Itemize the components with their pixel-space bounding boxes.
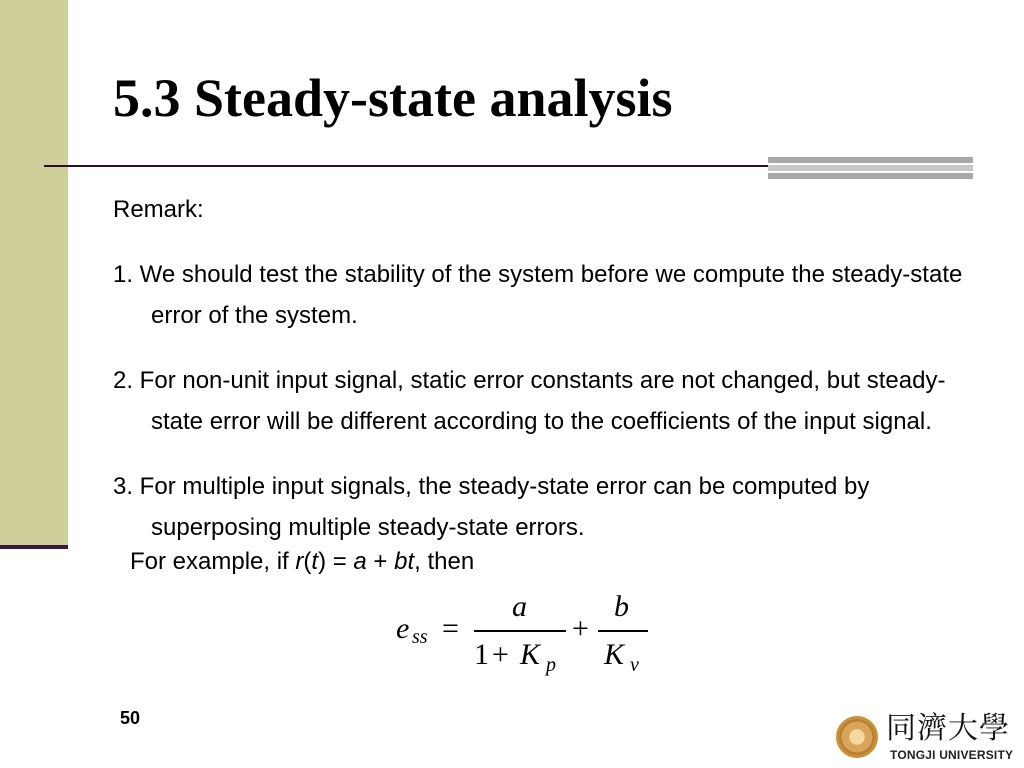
page-number: 50 (120, 708, 141, 728)
slide-body (113, 190, 993, 555)
example-line (130, 544, 474, 580)
formula-den-plus: + (492, 638, 509, 671)
formula-den-one: 1 (474, 638, 489, 671)
logo-english-name: TONGJI UNIVERSITY (890, 748, 1014, 762)
example-a: a (353, 548, 367, 575)
example-t: t (311, 548, 319, 575)
formula-e: e (396, 612, 410, 645)
formula-plus: + (572, 612, 589, 645)
remark-item-3: 3. For multiple input signals, the steady-state error can be computed by superposing multiple steady-state errors. (113, 473, 870, 541)
formula-equals: = (442, 612, 459, 645)
side-band (0, 0, 68, 545)
example-r: r (295, 548, 304, 575)
formula-fraction-bar-2 (598, 630, 648, 632)
title-rule (44, 165, 768, 167)
formula-den2-K: K (604, 638, 625, 671)
formula-den-K: K (520, 638, 541, 671)
university-logo (836, 712, 1016, 764)
formula-den-p: p (546, 654, 556, 676)
formula-ss: ss (412, 626, 428, 648)
university-seal-icon (836, 716, 878, 758)
example-prefix: For example, if (130, 548, 296, 575)
title-rule-accent (768, 157, 973, 179)
side-band-edge (0, 545, 68, 549)
example-plus: + (366, 548, 395, 575)
formula-num-a: a (512, 590, 527, 623)
remark-item-1: 1. We should test the stability of the system before we compute the steady-state error of the system. (113, 261, 963, 329)
remark-item-2: 2. For non-unit input signal, static error constants are not changed, but steady-state error will be different according to the coefficients of the input signal. (113, 367, 946, 435)
formula-num-b: b (614, 590, 629, 623)
formula-fraction-bar-1 (474, 630, 566, 632)
example-bt: bt (394, 548, 415, 575)
example-suffix: , then (414, 548, 475, 575)
logo-chinese-name: 同濟大學 (886, 711, 1010, 746)
slide-title: 5.3 Steady-state analysis (113, 68, 673, 128)
formula-den2-v: v (630, 654, 639, 676)
example-open: ( (303, 548, 312, 575)
remark-label: Remark: (113, 196, 204, 223)
example-close: ) = (318, 548, 354, 575)
steady-state-error-formula (396, 590, 656, 682)
